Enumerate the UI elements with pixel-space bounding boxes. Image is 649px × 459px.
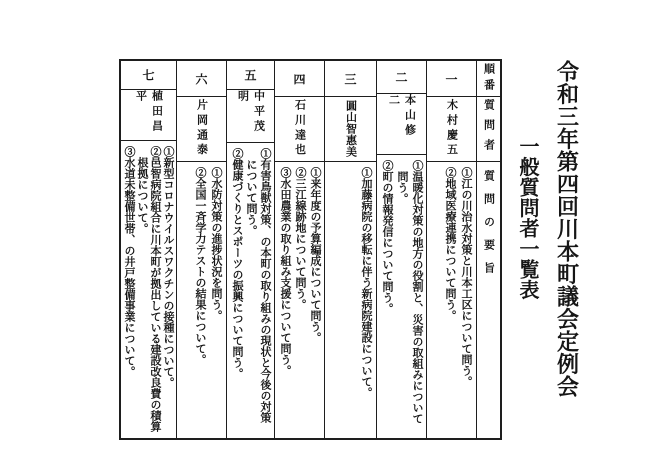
question-summary bbox=[177, 162, 226, 438]
question-summary bbox=[275, 162, 324, 438]
summary-item: ②全国一斉学力テストの結果について。 bbox=[194, 167, 206, 365]
table-header-column bbox=[477, 61, 500, 438]
order-number: 二 bbox=[377, 61, 426, 94]
document-subtitle: 一般質問者一覧表 bbox=[516, 136, 538, 300]
header-questioner: 質問者 bbox=[477, 97, 500, 162]
summary-item: ①有害鳥獣対策、の本町の取り組みの現状と今後の対策について問う。 bbox=[245, 148, 271, 424]
table-column-entry-7 bbox=[121, 61, 177, 438]
order-number: 六 bbox=[177, 61, 226, 97]
summary-item: ②三江線跡地について問う。 bbox=[294, 167, 306, 310]
document-title: 令和三年第四回川本町議会定例会 bbox=[554, 60, 580, 398]
question-summary bbox=[427, 162, 476, 438]
questioner-name: 石川達也 bbox=[275, 97, 324, 162]
question-summary bbox=[121, 141, 176, 438]
table-column-entry-2 bbox=[377, 61, 427, 438]
header-order: 順番 bbox=[477, 61, 500, 97]
questioner-name: 木村慶五 bbox=[427, 97, 476, 162]
questioner-name: 植田昌平 bbox=[121, 90, 176, 142]
table-column-entry-4 bbox=[275, 61, 325, 438]
summary-item: ①新型コロナウイルスワクチンの接種について。 bbox=[162, 146, 174, 389]
order-number: 七 bbox=[121, 61, 176, 90]
order-number: 五 bbox=[227, 61, 274, 90]
summary-item: ②健康づくりとスポーツの振興について問う。 bbox=[231, 148, 243, 380]
summary-item: ②地域医療連携について問う。 bbox=[444, 167, 456, 321]
order-number: 三 bbox=[325, 61, 376, 97]
question-summary bbox=[377, 155, 426, 439]
summary-item: ①江の川治水対策と川本工区について問う。 bbox=[460, 167, 472, 387]
order-number: 四 bbox=[275, 61, 324, 97]
summary-item: ①来年度の予算編成について問う。 bbox=[309, 167, 321, 343]
summary-item: ③水田農業の取り組み支援について問う。 bbox=[279, 167, 291, 376]
question-summary bbox=[325, 162, 376, 438]
question-summary bbox=[227, 143, 274, 438]
table-column-entry-1 bbox=[427, 61, 477, 438]
questioner-name: 本山修二 bbox=[377, 94, 426, 154]
table-column-entry-5 bbox=[227, 61, 275, 438]
summary-item: ①温暖化対策の地方の役割と、災害の取組みについて問う。 bbox=[396, 159, 423, 424]
summary-item: ①水防対策の進捗状況を問う。 bbox=[210, 167, 222, 321]
questioner-name: 圓山智惠美 bbox=[325, 97, 376, 162]
questioner-name: 片岡通泰 bbox=[177, 97, 226, 162]
summary-item: ②邑智病院組合に川本町が拠出している建設改良費の積算根拠について。 bbox=[136, 146, 161, 433]
questioners-table bbox=[119, 59, 502, 440]
summary-item: ③水道未整備世帯、の井戸整備事業について。 bbox=[123, 146, 135, 378]
order-number: 一 bbox=[427, 61, 476, 97]
table-column-entry-6 bbox=[177, 61, 227, 438]
summary-item: ①加藤病院の移転に伴う新病院建設について。 bbox=[360, 167, 372, 398]
summary-item: ②町の情報発信について問う。 bbox=[381, 159, 393, 314]
questioner-name: 中平茂明 bbox=[227, 90, 274, 143]
table-column-entry-3 bbox=[325, 61, 377, 438]
header-summary: 質問の要旨 bbox=[482, 170, 495, 285]
